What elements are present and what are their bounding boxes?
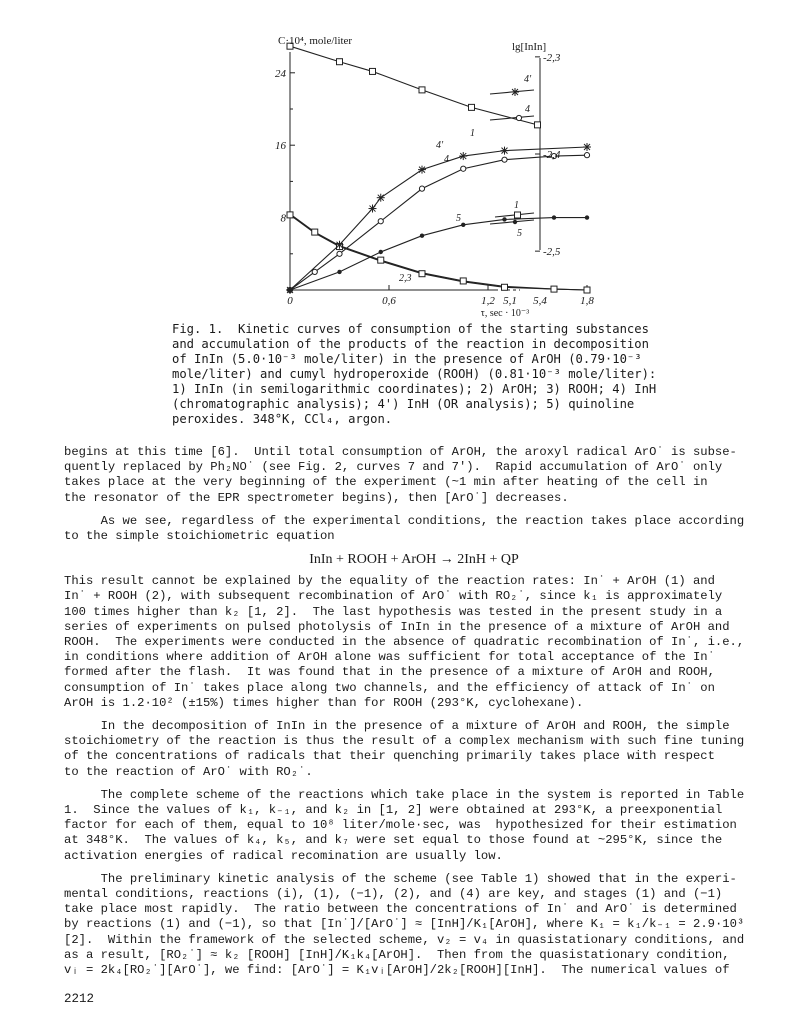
curve-label-late-1: 1: [514, 200, 519, 211]
curve-4prime-point: [418, 166, 426, 174]
curve-2-point: [287, 212, 293, 218]
y-tick-label: 8: [280, 212, 286, 225]
curve-4-point: [312, 269, 317, 274]
curve-5-point: [502, 217, 506, 221]
curve-2-point: [502, 284, 508, 290]
curve-2-point: [584, 287, 590, 293]
curve-4-point: [584, 153, 589, 158]
curve-4prime-point: [377, 194, 385, 202]
right-tick-label: -2,3: [543, 51, 561, 64]
curve-5-point: [461, 223, 465, 227]
curve-1-point: [535, 122, 541, 128]
paragraph-2: As we see, regardless of the experimental conditions, the reaction takes place according to the simple stoichiometric equation: [64, 513, 745, 544]
y-tick-label: 16: [275, 140, 286, 153]
curve-4prime-point: [459, 152, 467, 160]
curve-4-point: [337, 251, 342, 256]
x-tick-label: 0,6: [382, 295, 396, 307]
curve-1-line: [290, 46, 538, 125]
curve-4-line: [290, 155, 587, 290]
curve-label-2-3: 2,3: [399, 273, 412, 284]
curve-4prime-point: [336, 241, 344, 249]
right-tick-label: -2,5: [543, 246, 561, 259]
curve-3-point: [551, 286, 557, 292]
curve-4-point: [461, 166, 466, 171]
curve-4-point: [419, 186, 424, 191]
x-tick-label: 1,8: [580, 295, 594, 307]
curve-5-point: [552, 215, 556, 219]
figure-caption: Fig. 1. Kinetic curves of consumption of the starting substances and accumulation of the products of the reaction in decomposition of InIn (5.0·10⁻³ mole/liter) in the presence of ArOH (0.79·10⁻³ mole/liter) and cumyl hydroperoxide (ROOH) (0.81·10⁻³ mole/liter): 1) InIn (in semilogarithmic coordinates); 2) ArOH; 3) ROOH; 4) InH (chromatographic analysis); 4') InH (OR analysis); 5) quinoline peroxides. 348°K, CCl₄, argon.: [172, 322, 657, 426]
curve-label-late-4prime: 4': [524, 74, 532, 85]
curve-5-late-point: [513, 220, 517, 224]
curve-5-point: [585, 215, 589, 219]
curve-3-point: [378, 257, 384, 263]
x-tick-label: 5,4: [533, 295, 547, 307]
curve-label-5: 5: [456, 213, 461, 224]
curve-4-point: [378, 219, 383, 224]
curve-label-1: 1: [470, 128, 475, 139]
x-axis-title: τ, sec · 10⁻³: [480, 308, 530, 319]
y-axis-title: C·10⁴, mole/liter: [278, 35, 353, 47]
curve-4-late-point: [516, 115, 521, 120]
curve-2-point: [419, 271, 425, 277]
curve-5-point: [288, 288, 292, 292]
paragraph-3: This result cannot be explained by the equality of the reaction rates: In˙ + ArOH (1) and In˙ + ROOH (2), with subsequent recombination of ArO˙ with RO₂˙, since k₁ is approximately 100 times higher than k₂ [1, 2]. The last hypothesis was tested in the present study in a series of experiments on pulsed photolysis of InIn in the presence of a mixture of ArOH and ROOH. The experiments were conducted in the absence of quadratic recombination of In˙, i.e., in conditions where addition of ArOH alone was sufficient for total acceptance of the In˙ formed after the flash. It was found that in the presence of a mixture of ArOH and ROOH, consumption of In˙ takes place along two channels, and the efficiency of attack of In˙ on ArOH is 1.2·10² (±15%) times higher than for ROOH (293°K, cyclohexane).: [64, 574, 745, 710]
curve-4prime-late-point: [511, 88, 519, 96]
curve-3-point: [460, 278, 466, 284]
curve-4-point: [502, 157, 507, 162]
x-tick-label: 1,2: [481, 295, 495, 307]
curve-label-4: 4: [444, 154, 449, 165]
paragraph-1: begins at this time [6]. Until total consumption of ArOH, the aroxyl radical ArO˙ is subse- quently replaced by Ph₂NO˙ (see Fig. 2, curves 7 and 7'). Rapid accumulation of ArO˙ only takes place at the very beginning of the experiment (~1 min after heating of the cell in the resonator of the EPR spectrometer begins), then [ArO˙] decreases.: [64, 445, 737, 505]
curve-label-late-4: 4: [525, 104, 530, 115]
curve-4-late-line: [490, 116, 534, 120]
kinetic-curves-figure: [0, 0, 807, 330]
x-tick-label: 5,1: [503, 295, 517, 307]
curve-4prime-point: [583, 143, 591, 151]
curve-4prime-point: [369, 205, 377, 213]
stoichiometric-equation: InIn + ROOH + ArOH → 2InH + QP: [309, 552, 519, 568]
curve-4prime-point: [501, 147, 509, 155]
right-tick-label: -2,4: [543, 149, 561, 161]
curve-1-late-point: [515, 212, 521, 218]
right-axis-title: lg[InIn]: [512, 41, 547, 53]
curve-5-point: [337, 270, 341, 274]
body-text: [64, 445, 764, 986]
curve-1-point: [337, 59, 343, 65]
page-number: 2212: [64, 992, 95, 1006]
paragraph-6: The preliminary kinetic analysis of the scheme (see Table 1) showed that in the experi- mental conditions, reactions (i), (1), (−1), (2), and (4) are key, and stages (1) and (−1) take place most rapidly. The ratio between the concentrations of In˙ and ArO˙ is determined by reactions (1) and (−1), so that [In˙]/[ArO˙] ≈ [InH]/K₁[ArOH], where K₁ = k₁/k₋₁ = 2.9·10³ [2]. Within the framework of the selected scheme, v₂ = v₄ in quasistationary conditions, and as a result, [RO₂˙] ≈ k₂ [ROOH] [InH]/K₁k₄[ArOH]. Then from the quasistationary condition, vᵢ = 2k₄[RO₂˙][ArO˙], we find: [ArO˙] = K₁vᵢ[ArOH]/2k₂[ROOH][InH]. The numerical values of: [64, 871, 745, 978]
curve-5-point: [420, 234, 424, 238]
x-tick-label: 0: [287, 295, 293, 307]
curve-1-point: [469, 104, 475, 110]
paragraph-4: In the decomposition of InIn in the presence of a mixture of ArOH and ROOH, the simple stoichiometry of the reaction is thus the result of a complex mechanism with such fine tuning of the concentrations of radicals that their quenching primarily takes place with respect to the reaction of ArO˙ with RO₂˙.: [64, 719, 745, 779]
curve-1-point: [370, 68, 376, 74]
paragraph-5: The complete scheme of the reactions which take place in the system is reported in Table 1. Since the values of k₁, k₋₁, and k₂ in [1, 2] were obtained at 293°K, a preexponential factor for each of them, equal to 10⁸ liter/mole·sec, was hypothesized for their estimation at 348°K. The values of k₄, k₅, and k₇ were set equal to those found at ~295°K, since the activation energies of radical recomination are usually low.: [64, 787, 745, 863]
y-tick-label: 24: [275, 67, 286, 80]
curve-3-point: [312, 229, 318, 235]
curve-1-point: [419, 87, 425, 93]
curve-label-late-5: 5: [517, 228, 522, 239]
curve-5-point: [379, 250, 383, 254]
curve-label-4prime: 4': [436, 140, 444, 151]
